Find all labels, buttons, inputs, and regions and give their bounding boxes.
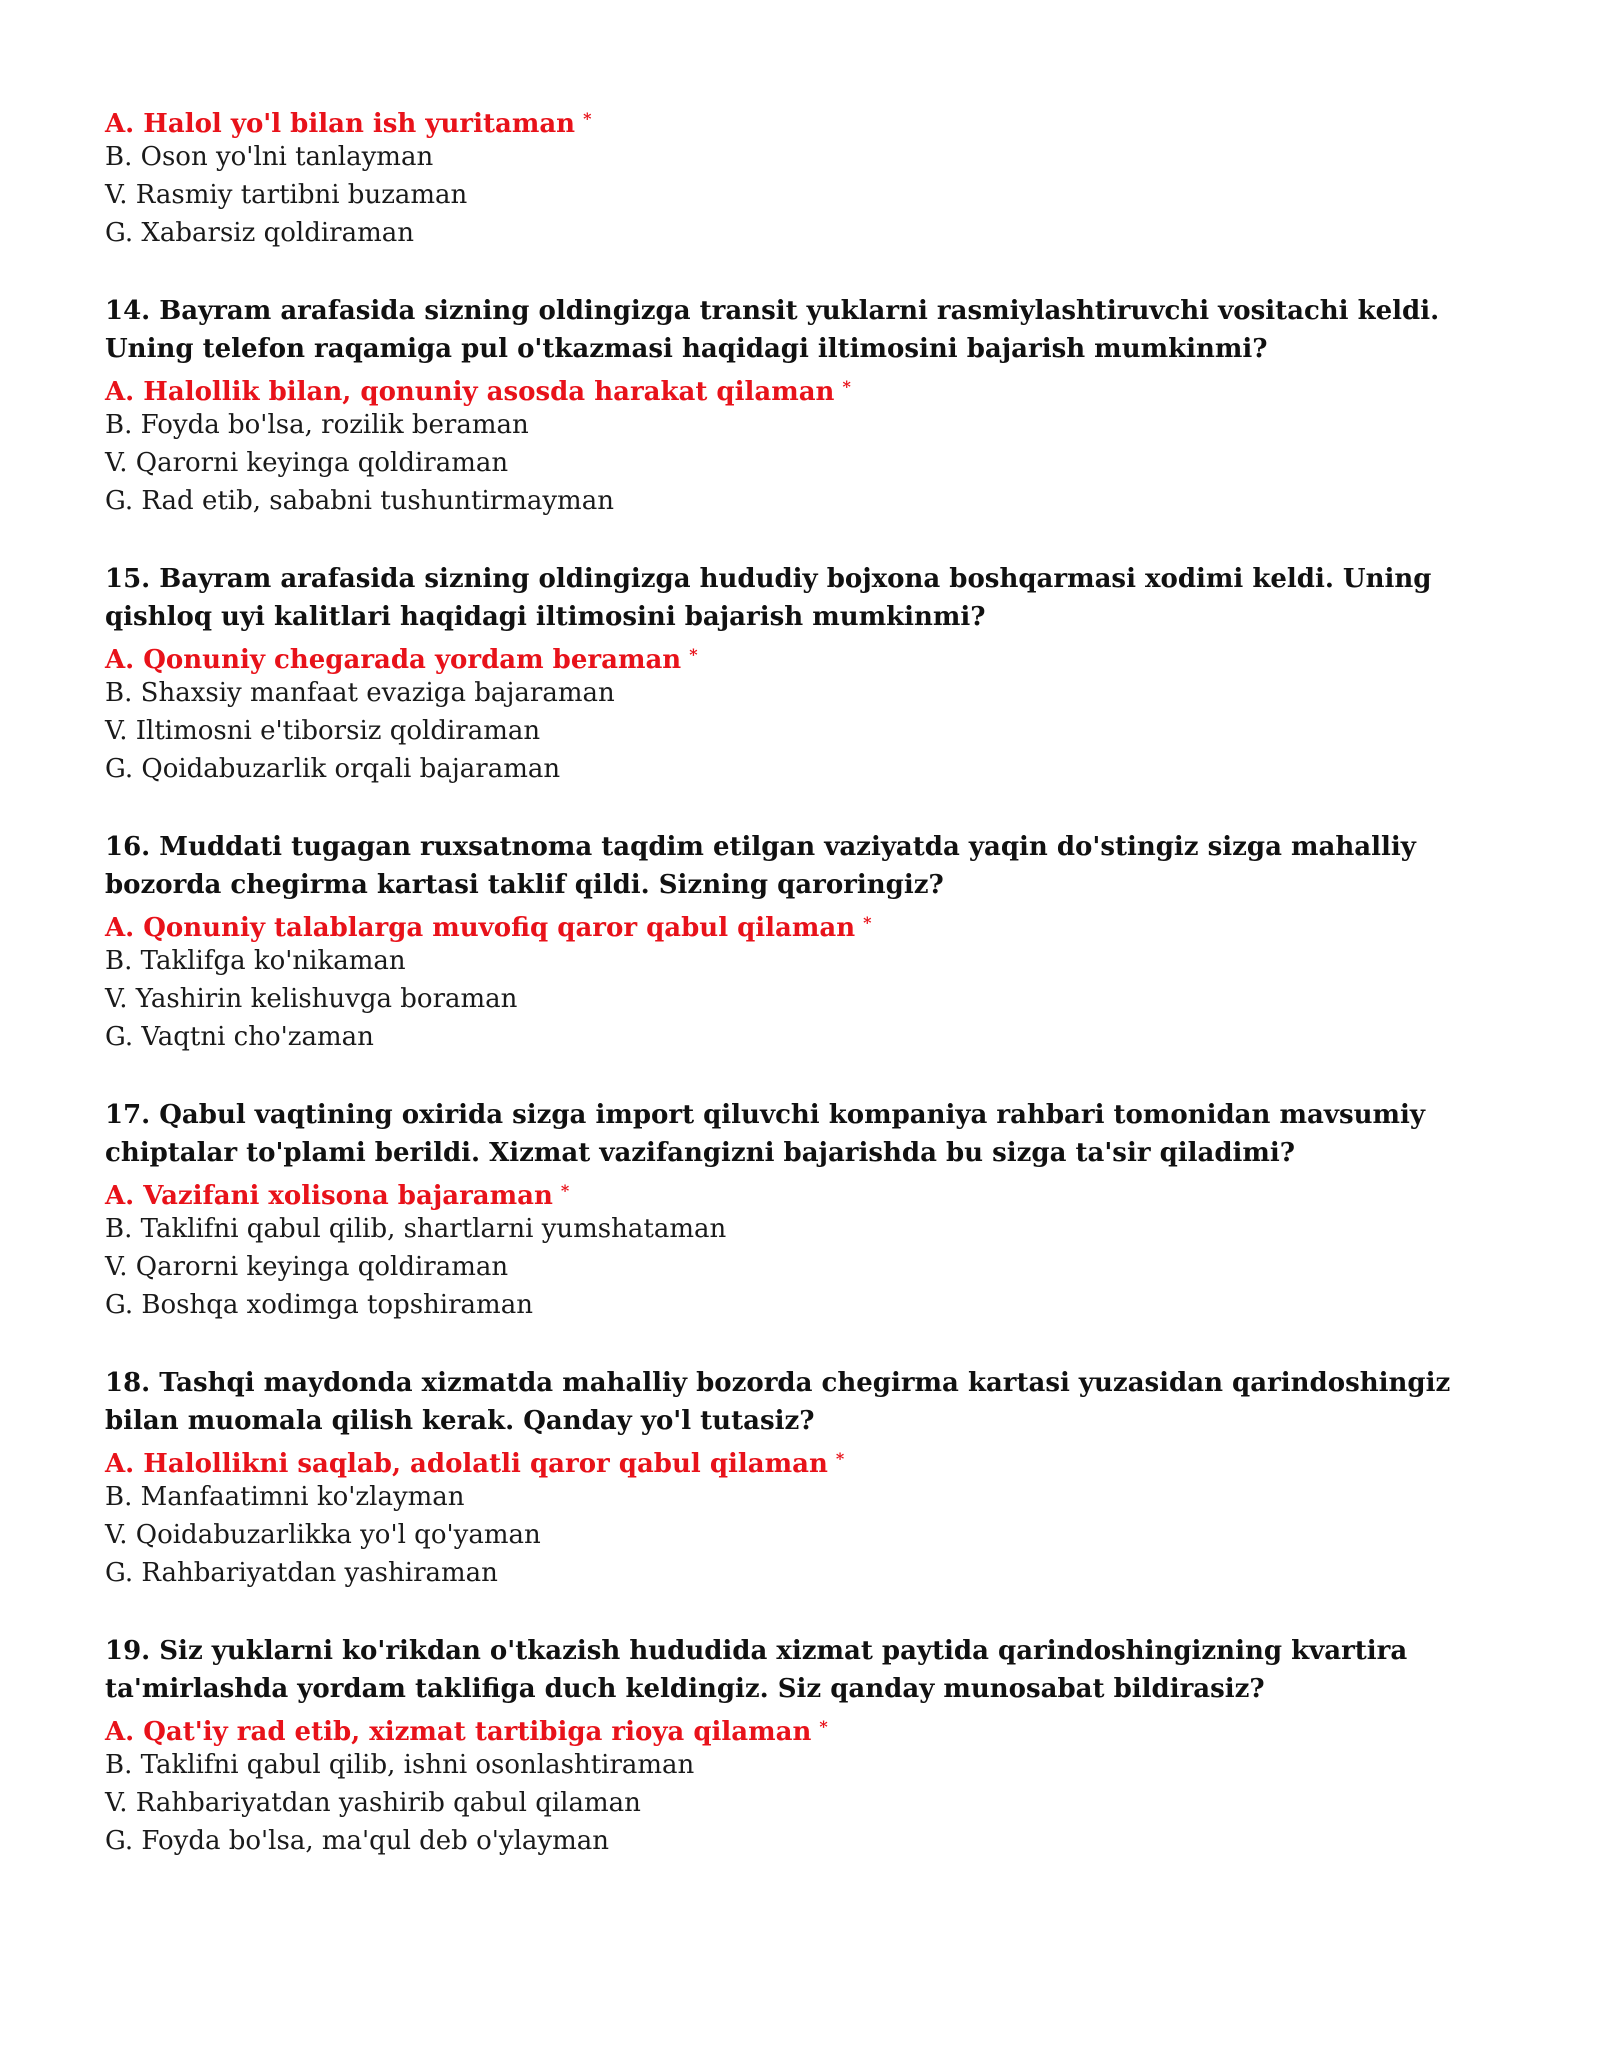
question-text: 16. Muddati tugagan ruxsatnoma taqdim etilgan vaziyatda yaqin do'stingiz sizga mahalliy bozorda chegirma kartasi taklif qildi. Sizning qaroringiz? (105, 832, 1416, 900)
question-text: 17. Qabul vaqtining oxirida sizga import qiluvchi kompaniya rahbari tomonidan mavsumiy chiptalar to'plami berildi. Xizmat vazifangizni bajarishda bu sizga ta'sir qiladimi? (105, 1100, 1425, 1168)
correct-marker: * (819, 1717, 828, 1736)
correct-option: A. Qonuniy talablarga muvofiq qaror qabul qilaman * (105, 913, 872, 943)
question-text: 15. Bayram arafasida sizning oldingizga hududiy bojxona boshqarmasi xodimi keldi. Uning qishloq uyi kalitlari haqidagi iltimosini bajarish mumkinmi? (105, 564, 1432, 632)
question-block-18 (105, 1364, 1525, 1592)
correct-marker: * (842, 377, 851, 396)
correct-option: A. Qat'iy rad etib, xizmat tartibiga rioya qilaman * (105, 1717, 828, 1747)
correct-marker: * (689, 645, 698, 664)
option-b: B. Shaxsiy manfaat evaziga bajaraman (105, 678, 615, 708)
option-b: B. Taklifga ko'nikaman (105, 946, 406, 976)
option-v: V. Iltimosni e'tiborsiz qoldiraman (105, 716, 541, 746)
option-b: B. Manfaatimni ko'zlayman (105, 1482, 465, 1512)
correct-option: A. Vazifani xolisona bajaraman * (105, 1181, 570, 1211)
correct-option: A. Halollik bilan, qonuniy asosda harakat qilaman * (105, 377, 851, 407)
question-block-17 (105, 1096, 1525, 1324)
option-g: G. Boshqa xodimga topshiraman (105, 1290, 533, 1320)
option-b: B. Foyda bo'lsa, rozilik beraman (105, 410, 529, 440)
correct-option: A. Halollikni saqlab, adolatli qaror qabul qilaman * (105, 1449, 845, 1479)
option-g: G. Vaqtni cho'zaman (105, 1022, 374, 1052)
option-g: G. Rahbariyatdan yashiraman (105, 1558, 498, 1588)
question-block-19 (105, 1632, 1525, 1860)
option-g: G. Rad etib, sababni tushuntirmayman (105, 486, 614, 516)
option-v: V. Rasmiy tartibni buzaman (105, 180, 468, 210)
option-v: V. Qarorni keyinga qoldiraman (105, 1252, 509, 1282)
top-options-block (105, 100, 1525, 252)
document-page (105, 100, 1525, 1860)
option-g: G. Xabarsiz qoldiraman (105, 218, 414, 248)
question-block-14 (105, 292, 1525, 520)
option-v: V. Yashirin kelishuvga boraman (105, 984, 518, 1014)
question-text: 18. Tashqi maydonda xizmatda mahalliy bozorda chegirma kartasi yuzasidan qarindoshingiz bilan muomala qilish kerak. Qanday yo'l tutasiz? (105, 1368, 1451, 1436)
question-block-16 (105, 828, 1525, 1056)
correct-option: A. Halol yo'l bilan ish yuritaman * (105, 109, 592, 139)
correct-marker: * (863, 913, 872, 932)
option-v: V. Qarorni keyinga qoldiraman (105, 448, 509, 478)
correct-marker: * (560, 1181, 570, 1200)
correct-marker: * (583, 109, 592, 128)
correct-marker: * (835, 1449, 845, 1468)
question-text: 19. Siz yuklarni ko'rikdan o'tkazish hududida xizmat paytida qarindoshingizning kvartira ta'mirlashda yordam taklifiga duch keldingiz. Siz qanday munosabat bildirasiz? (105, 1636, 1408, 1704)
correct-option: A. Qonuniy chegarada yordam beraman * (105, 645, 698, 675)
option-g: G. Foyda bo'lsa, ma'qul deb o'ylayman (105, 1826, 609, 1856)
option-b: B. Taklifni qabul qilib, shartlarni yumshataman (105, 1214, 727, 1244)
question-block-15 (105, 560, 1525, 788)
option-v: V. Rahbariyatdan yashirib qabul qilaman (105, 1788, 641, 1818)
option-g: G. Qoidabuzarlik orqali bajaraman (105, 754, 561, 784)
question-text: 14. Bayram arafasida sizning oldingizga transit yuklarni rasmiylashtiruvchi vositachi keldi. Uning telefon raqamiga pul o'tkazmasi haqidagi iltimosini bajarish mumkinmi? (105, 296, 1440, 364)
option-b: B. Oson yo'lni tanlayman (105, 142, 434, 172)
option-v: V. Qoidabuzarlikka yo'l qo'yaman (105, 1520, 541, 1550)
option-b: B. Taklifni qabul qilib, ishni osonlashtiraman (105, 1750, 695, 1780)
